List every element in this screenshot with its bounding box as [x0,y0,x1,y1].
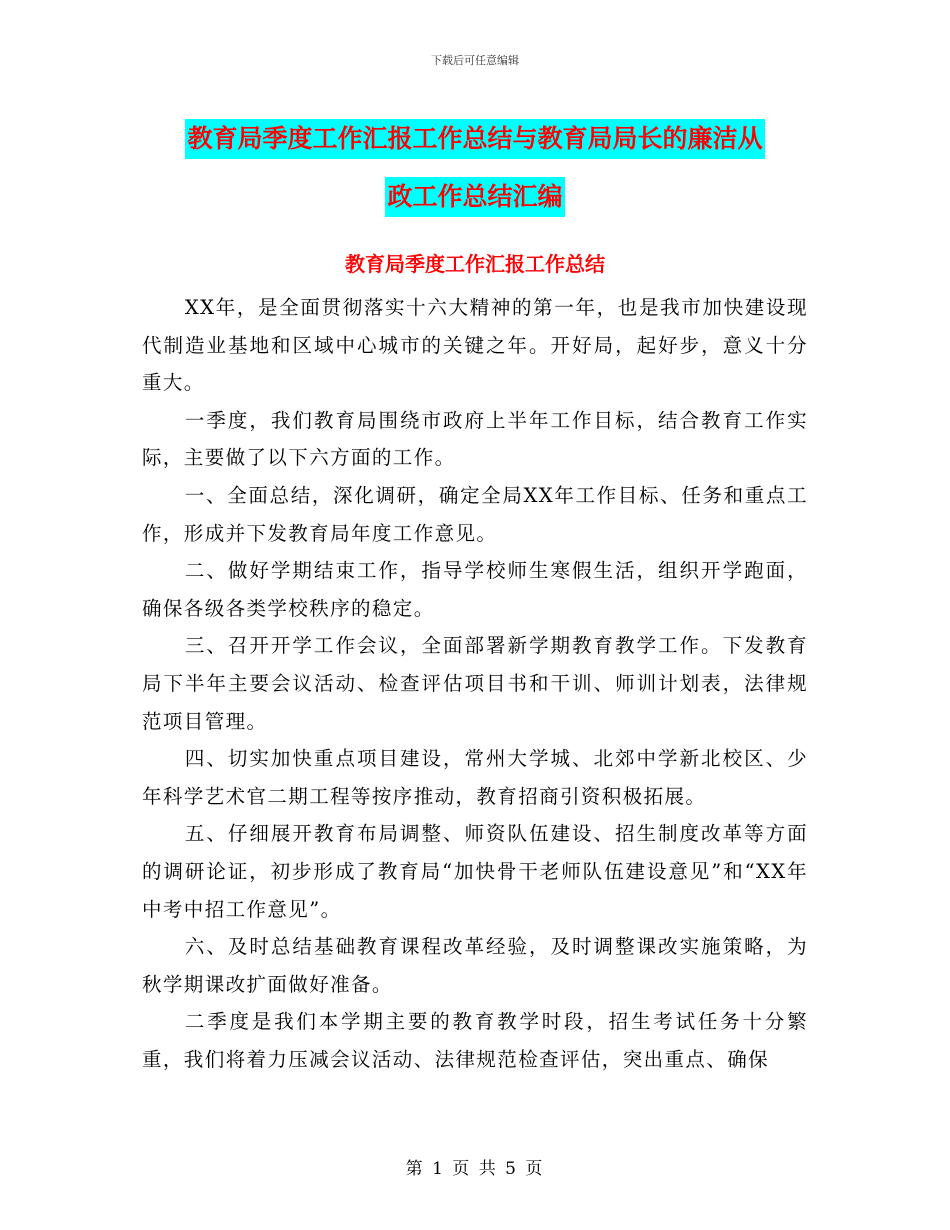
paragraph: 一季度，我们教育局围绕市政府上半年工作目标，结合教育工作实际，主要做了以下六方面的工作。 [142,408,808,470]
paragraph: 一、全面总结，深化调研，确定全局XX年工作目标、任务和重点工作，形成并下发教育局年度工作意见。 [142,483,808,545]
paragraph: 二季度是我们本学期主要的教育教学时段，招生考试任务十分繁重，我们将着力压减会议活动、法律规范检查评估，突出重点、确保 [142,1010,808,1071]
section-title: 教育局季度工作汇报工作总结 [345,252,605,276]
paragraph: XX年，是全面贯彻落实十六大精神的第一年，也是我市加快建设现代制造业基地和区域中心城市的关键之年。开好局，起好步，意义十分重大。 [142,296,808,395]
paragraph: 六、及时总结基础教育课程改革经验，及时调整课改实施策略，为秋学期课改扩面做好准备。 [142,935,808,996]
page-footer: 第 1 页 共 5 页 [405,1159,545,1179]
document-title-line-1: 教育局季度工作汇报工作总结与教育局局长的廉洁从 [185,119,764,159]
document-title [0,110,950,226]
paragraph: 二、做好学期结束工作，指导学校师生寒假生活，组织开学跑面，确保各级各类学校秩序的稳定。 [142,559,808,620]
paragraph: 三、召开开学工作会议，全面部署新学期教育教学工作。下发教育局下半年主要会议活动、检查评估项目书和干训、师训计划表，法律规范项目管理。 [142,634,808,733]
header-note: 下载后可任意编辑 [431,54,519,67]
document-body [142,289,808,1078]
paragraph: 四、切实加快重点项目建设，常州大学城、北郊中学新北校区、少年科学艺术官二期工程等按序推动，教育招商引资积极拓展。 [142,747,808,808]
document-title-line-2: 政工作总结汇编 [385,177,564,217]
paragraph: 五、仔细展开教育布局调整、师资队伍建设、招生制度改革等方面的调研论证，初步形成了教育局“加快骨干老师队伍建设意见”和“XX年中考中招工作意见”。 [142,822,808,921]
